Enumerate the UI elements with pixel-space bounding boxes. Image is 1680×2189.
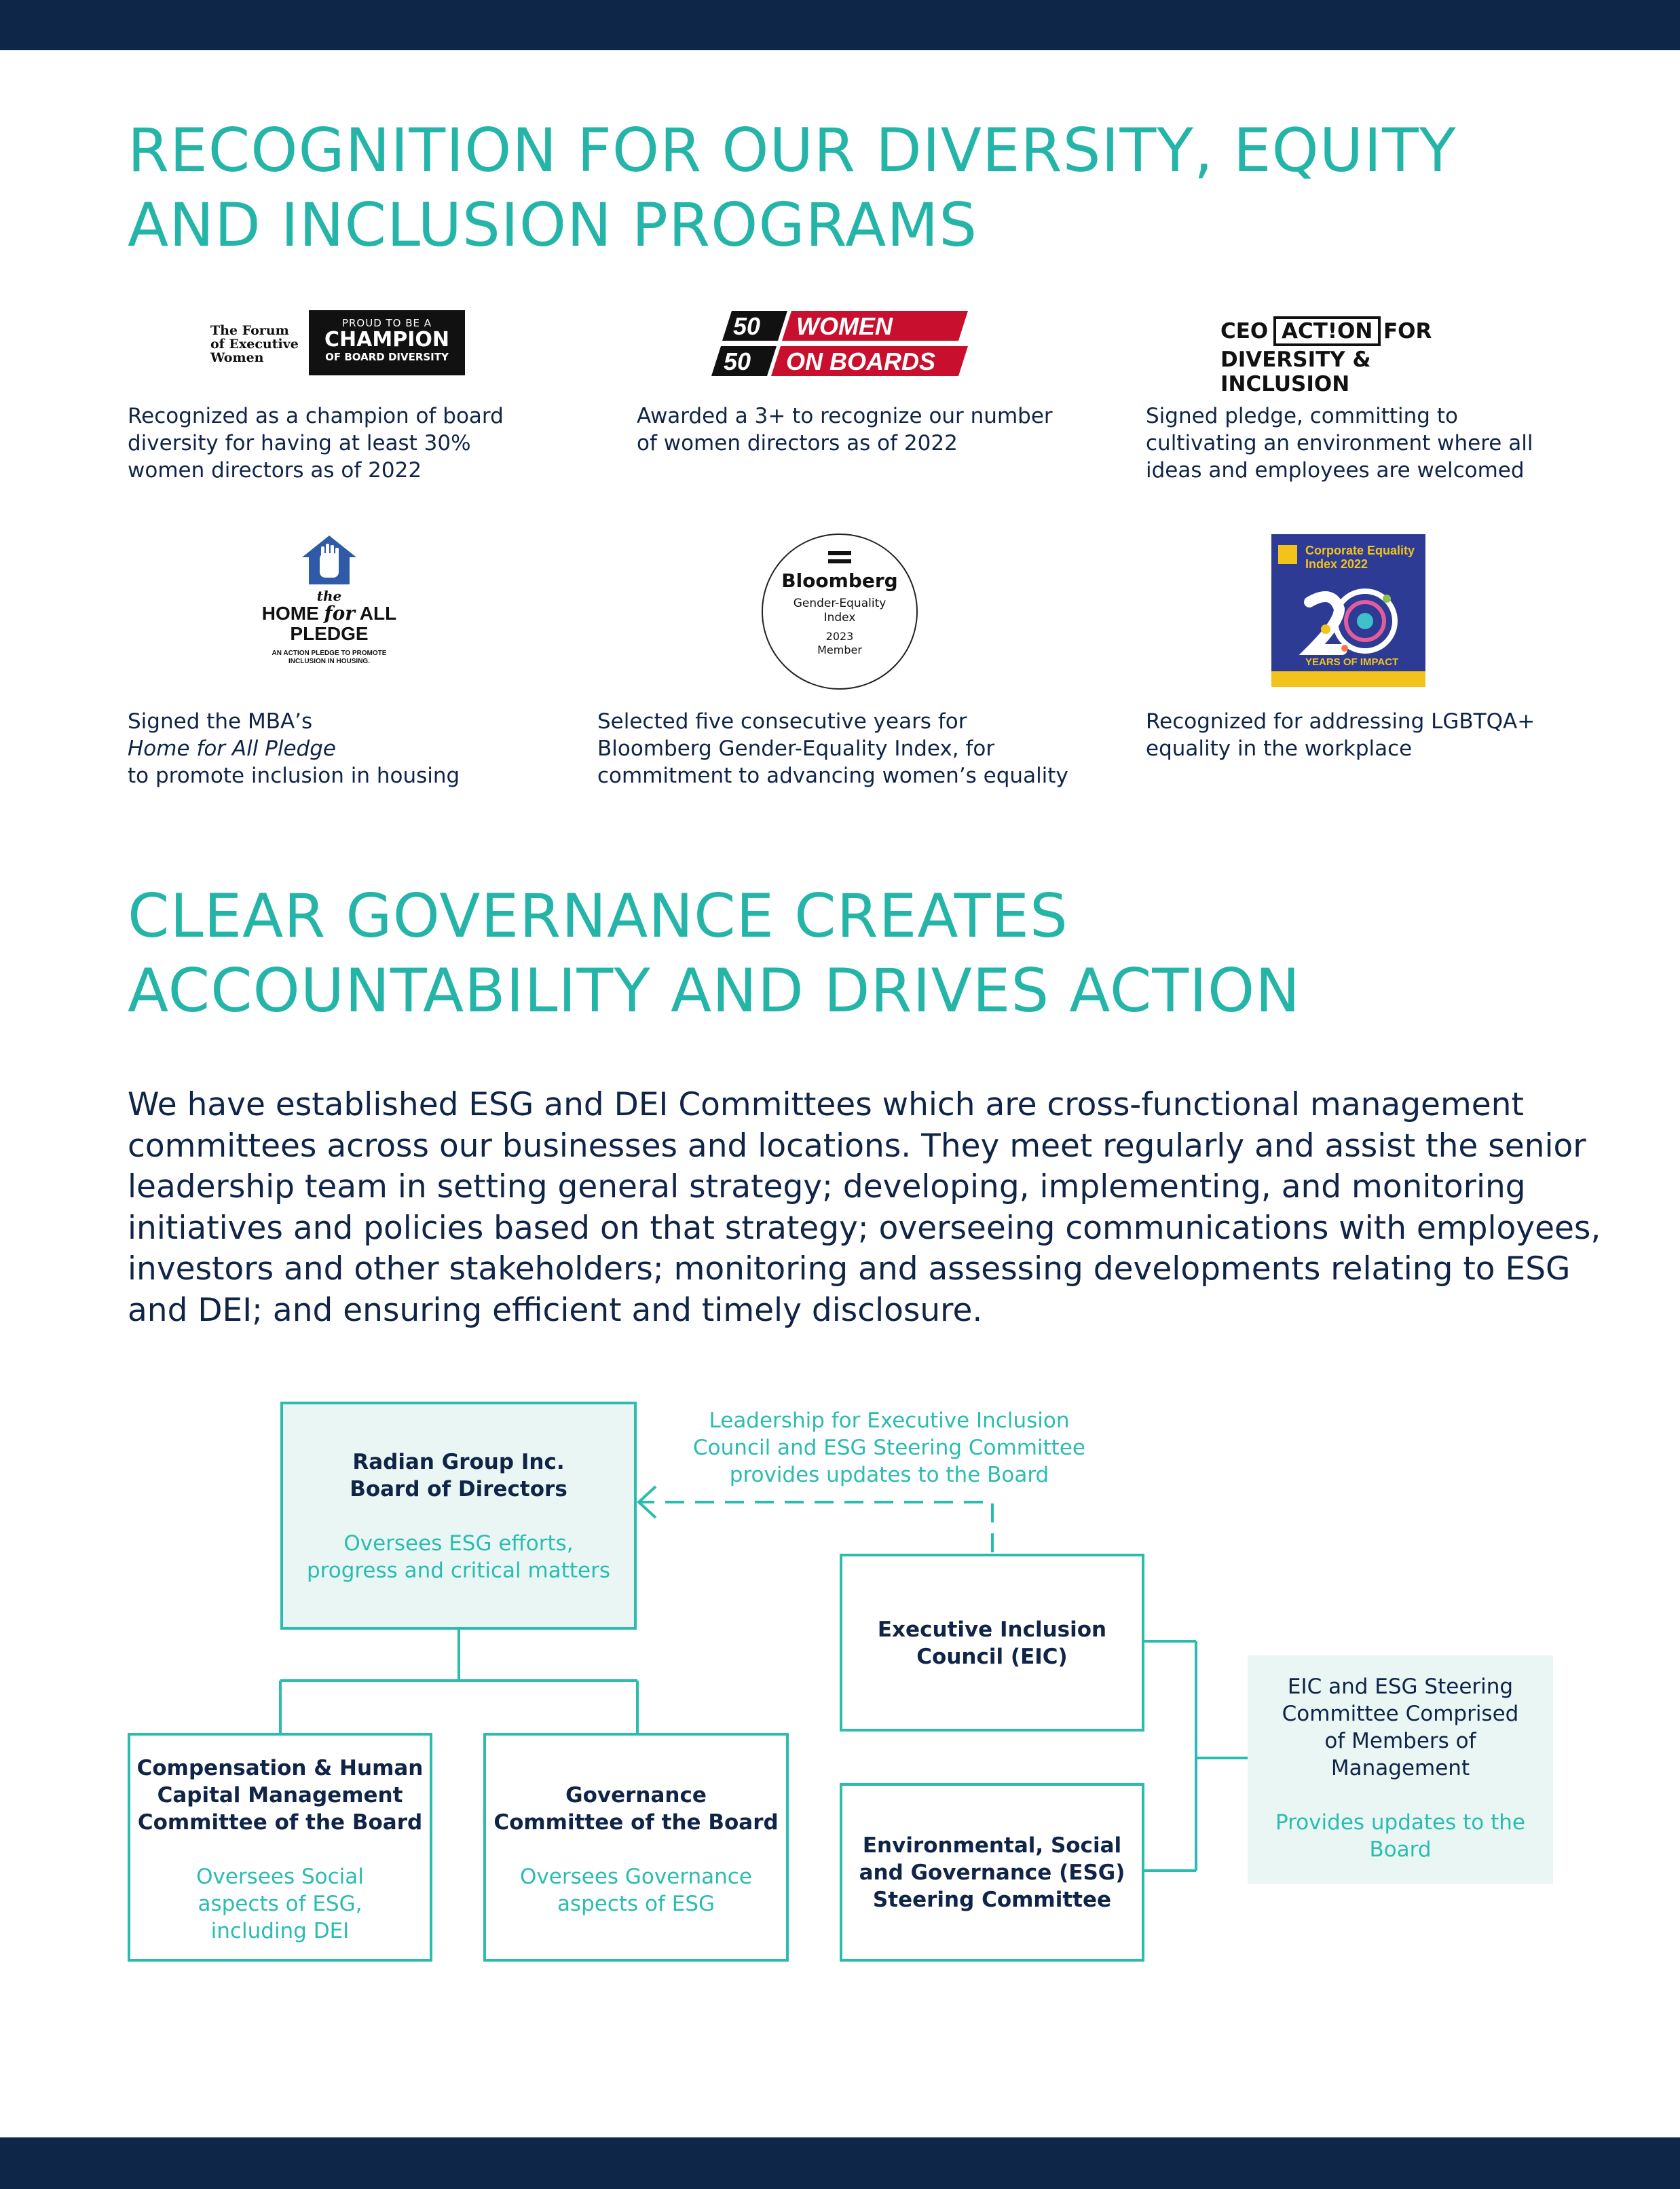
award-text-hrc: Recognized for addressing LGBTQA+ equality in the workplace [1146,709,1535,761]
bottom-band [0,2137,1680,2189]
management-members-box: EIC and ESG Steering Committee Comprised of Members of Management Provides updates to the Board [1248,1655,1553,1884]
award-text-bloomberg: Selected five consecutive years for Bloomberg Gender-Equality Index, for commitment to advancing women’s equality [597,709,1068,788]
champion-badge: PROUD TO BE A CHAMPION OF BOARD DIVERSITY [309,310,465,375]
award-text-ceo-action: Signed pledge, committing to cultivating an environment where all ideas and employees are welcomed [1146,404,1533,483]
ceo-action-logo: CEO ACT!ON FOR DIVERSITY & INCLUSION [1220,316,1492,373]
corporate-equality-index-logo: Corporate Equality Index 2022 YEARS OF IMPACT [1271,534,1425,687]
forum-executive-women-logo: The Forum of Executive Women PROUD TO BE A CHAMPION OF BOARD DIVERSITY [210,310,462,375]
award-text-forum: Recognized as a champion of board diversity for having at least 30% women directors as of 2022 [128,404,504,483]
governance-heading: CLEAR GOVERNANCE CREATES ACCOUNTABILITY AND DRIVES ACTION [128,881,1301,1026]
award-text-fifty-fifty: Awarded a 3+ to recognize our number of women directors as of 2022 [637,404,1053,455]
fifty-fifty-women-on-boards-logo: 50 50 WOMEN ON BOARDS [711,310,968,379]
award-text-home-for-all: Signed the MBA’s Home for All Pledge to promote inclusion in housing [128,709,460,788]
esg-steering-committee-box: Environmental, Social and Governance (ESG) Steering Committee [840,1783,1144,1962]
board-of-directors-box: Radian Group Inc. Board of Directors Oversees ESG efforts, progress and critical matters [280,1402,637,1630]
leadership-updates-note: Leadership for Executive Inclusion Council and ESG Steering Committee provides updates to the Board [693,1408,1085,1487]
home-for-all-pledge-logo: the HOME for ALL PLEDGE AN ACTION PLEDGE TO PROMOTE INCLUSION IN HOUSING. [244,534,414,670]
governance-committee-box: Governance Committee of the Board Oversees Governance aspects of ESG [483,1733,789,1962]
bloomberg-gei-logo: Bloomberg Gender-Equality Index 2023 Member [762,534,918,690]
compensation-committee-box: Compensation & Human Capital Management Committee of the Board Oversees Social aspects of ESG, including DEI [128,1733,432,1962]
governance-intro: We have established ESG and DEI Committees which are cross-functional management committees across our businesses and locations. They meet regularly and assist the senior leadership team in setting general strategy; developing, implementing, and monitoring initiatives and policies based on that strategy; overseeing communications with employees, investors and other stakeholders; monitoring and assessing developments relating to ESG and DEI; and ensuring efficient and timely disclosure. [128,1086,1601,1329]
executive-inclusion-council-box: Executive Inclusion Council (EIC) [840,1554,1144,1732]
recognition-heading: RECOGNITION FOR OUR DIVERSITY, EQUITY AND INCLUSION PROGRAMS [128,115,1457,260]
